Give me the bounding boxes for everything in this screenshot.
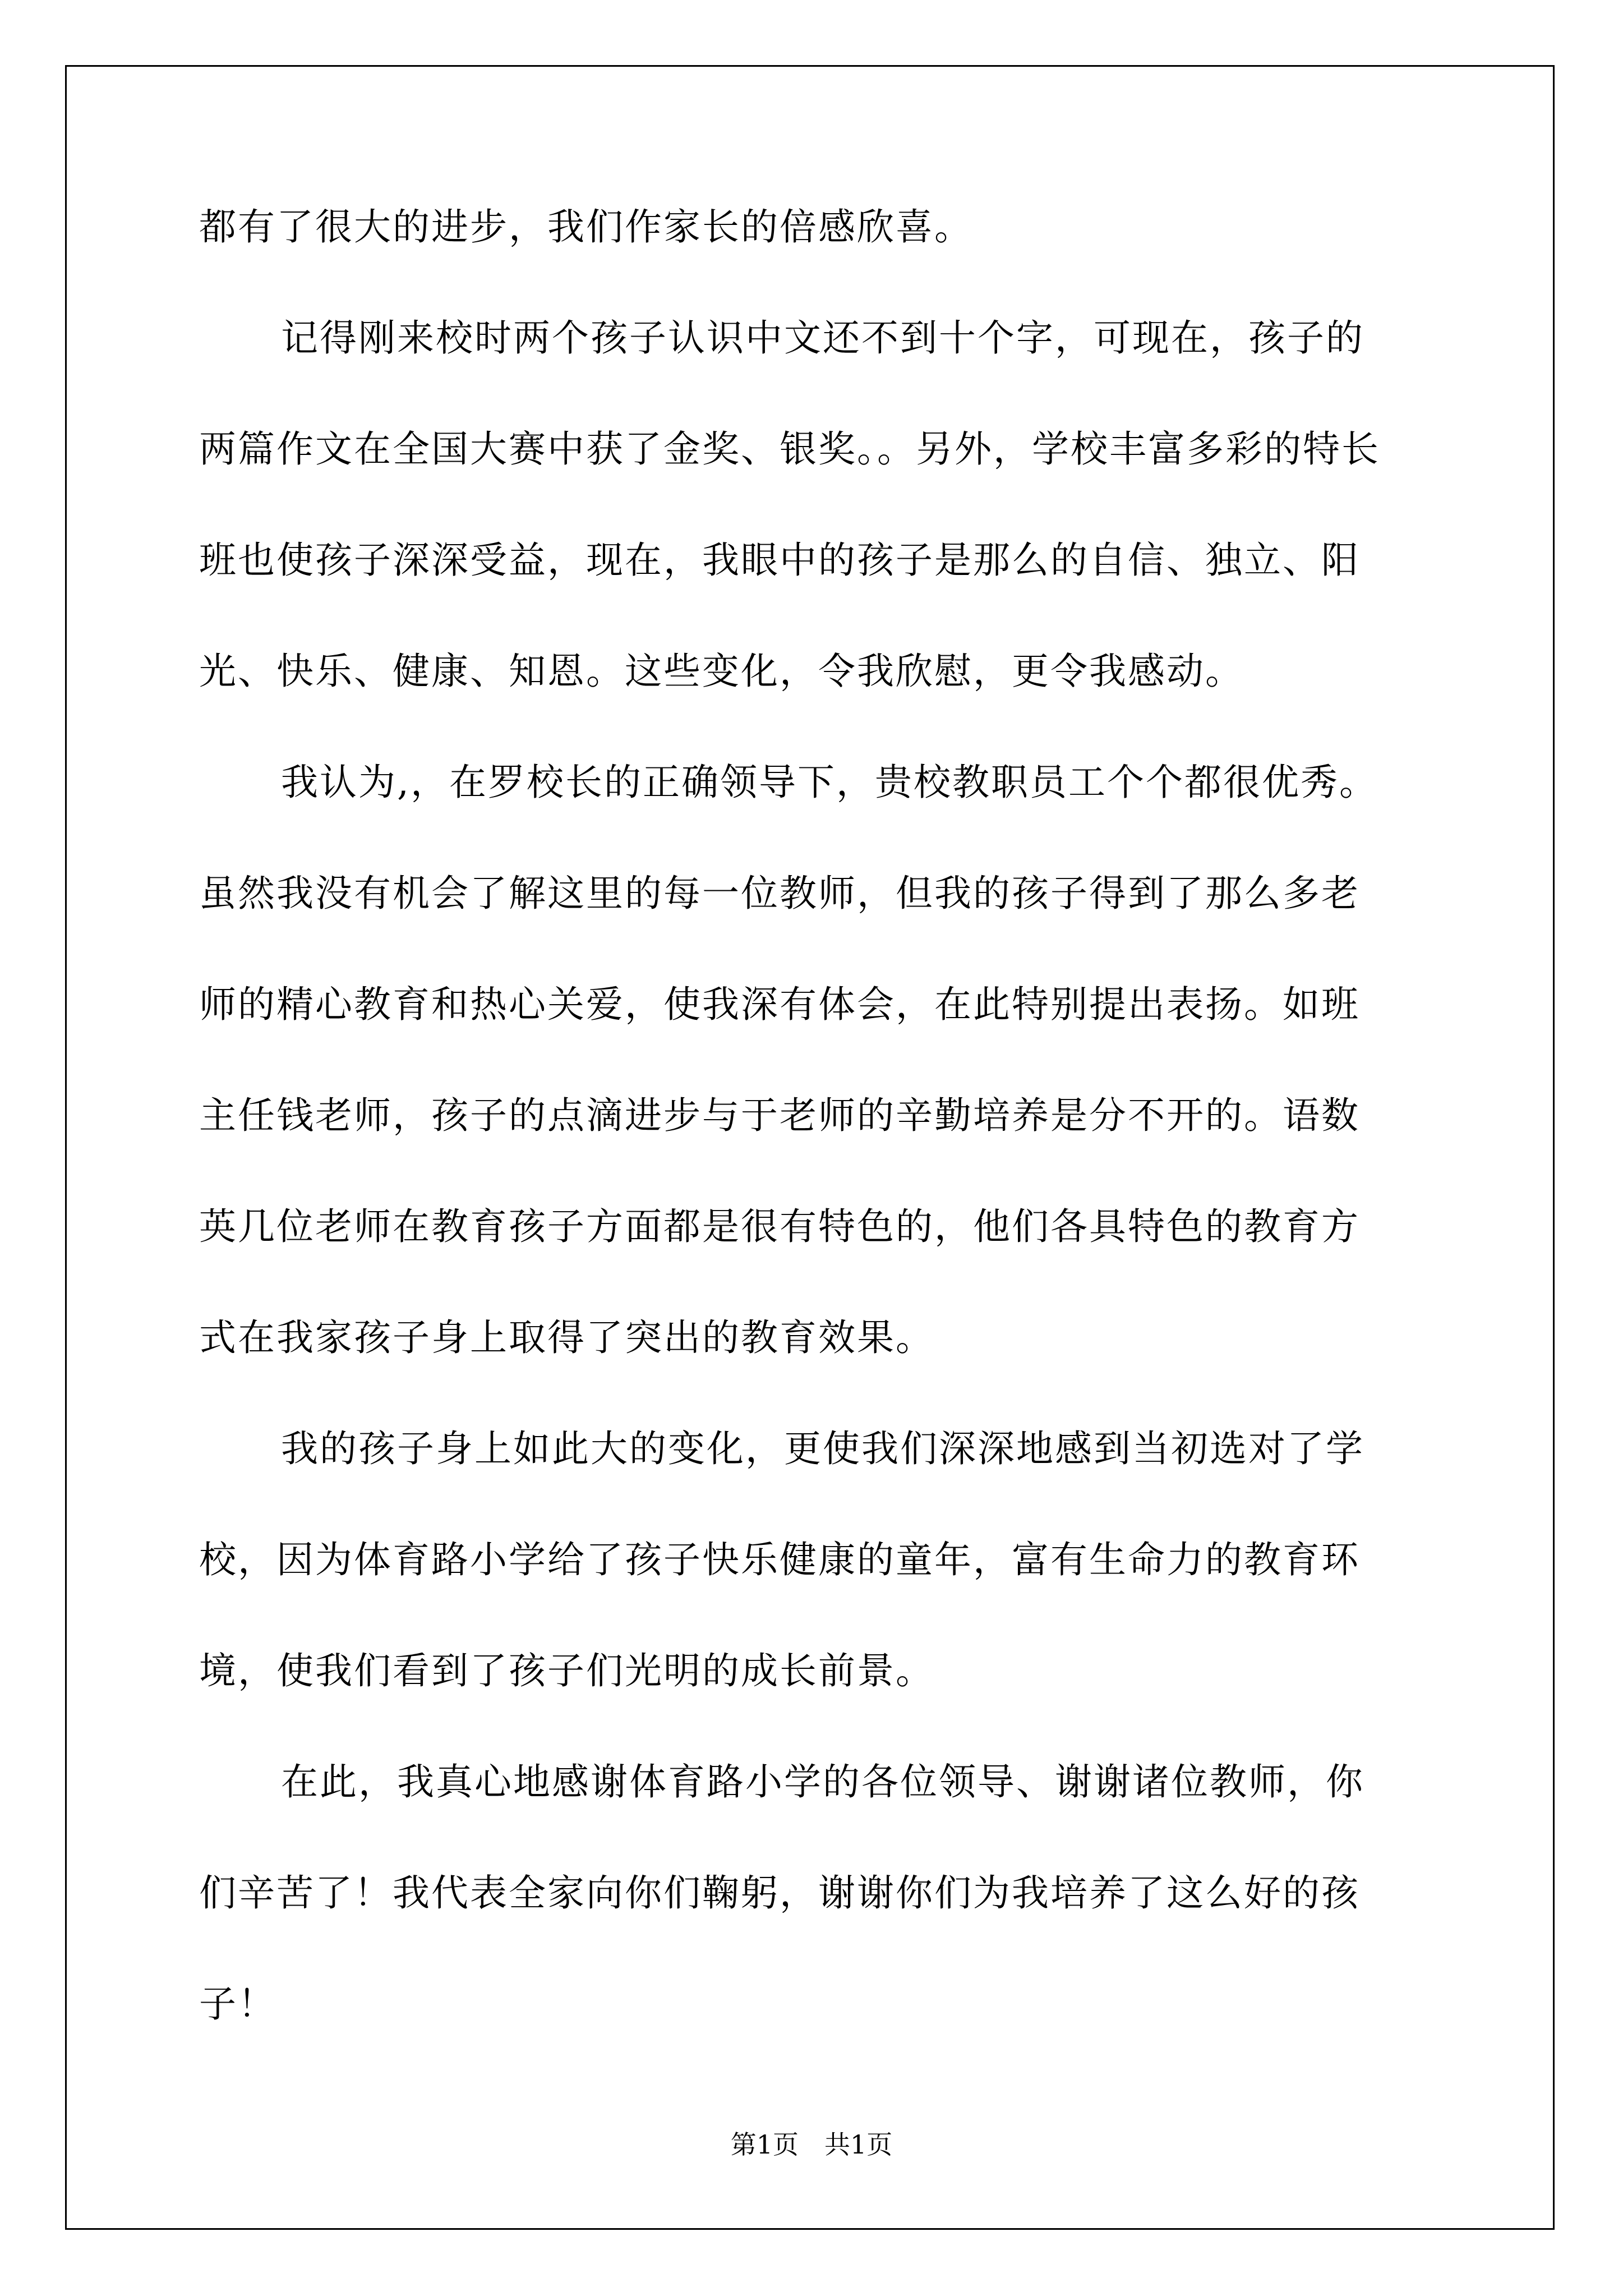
page-footer bbox=[0, 2129, 1623, 2160]
text-line: 们辛苦了！我代表全家向你们鞠躬，谢谢你们为我培养了这么好的孩 bbox=[199, 1871, 1360, 1915]
text-line: 虽然我没有机会了解这里的每一位教师，但我的孩子得到了那么多老 bbox=[199, 872, 1360, 915]
text-line: 境，使我们看到了孩子们光明的成长前景。 bbox=[199, 1649, 934, 1692]
text-line: 子！ bbox=[199, 1982, 276, 2026]
text-line: 校，因为体育路小学给了孩子快乐健康的童年，富有生命力的教育环 bbox=[199, 1538, 1360, 1581]
text-line: 师的精心教育和热心关爱，使我深有体会，在此特别提出表扬。如班 bbox=[199, 983, 1360, 1026]
text-line: 在此，我真心地感谢体育路小学的各位领导、谢谢诸位教师，你 bbox=[281, 1760, 1364, 1803]
text-line: 式在我家孩子身上取得了突出的教育效果。 bbox=[199, 1316, 934, 1359]
document-body bbox=[199, 205, 1433, 2093]
text-line: 我认为,，在罗校长的正确领导下，贵校教职员工个个都很优秀。 bbox=[281, 761, 1378, 804]
page-number: 第1页 bbox=[730, 2129, 799, 2160]
page-total: 共1页 bbox=[824, 2129, 893, 2160]
text-line: 我的孩子身上如此大的变化，更使我们深深地感到当初选对了学 bbox=[281, 1427, 1364, 1470]
text-line: 光、快乐、健康、知恩。这些变化，令我欣慰，更令我感动。 bbox=[199, 650, 1244, 693]
text-line: 英几位老师在教育孩子方面都是很有特色的，他们各具特色的教育方 bbox=[199, 1205, 1360, 1248]
text-line: 班也使孩子深深受益，现在，我眼中的孩子是那么的自信、独立、阳 bbox=[199, 539, 1360, 582]
text-line: 都有了很大的进步，我们作家长的倍感欣喜。 bbox=[199, 205, 973, 249]
text-line: 主任钱老师，孩子的点滴进步与于老师的辛勤培养是分不开的。语数 bbox=[199, 1094, 1360, 1137]
text-line: 两篇作文在全国大赛中获了金奖、银奖。。另外，学校丰富多彩的特长 bbox=[199, 427, 1380, 471]
text-line: 记得刚来校时两个孩子认识中文还不到十个字，可现在，孩子的 bbox=[281, 316, 1364, 360]
